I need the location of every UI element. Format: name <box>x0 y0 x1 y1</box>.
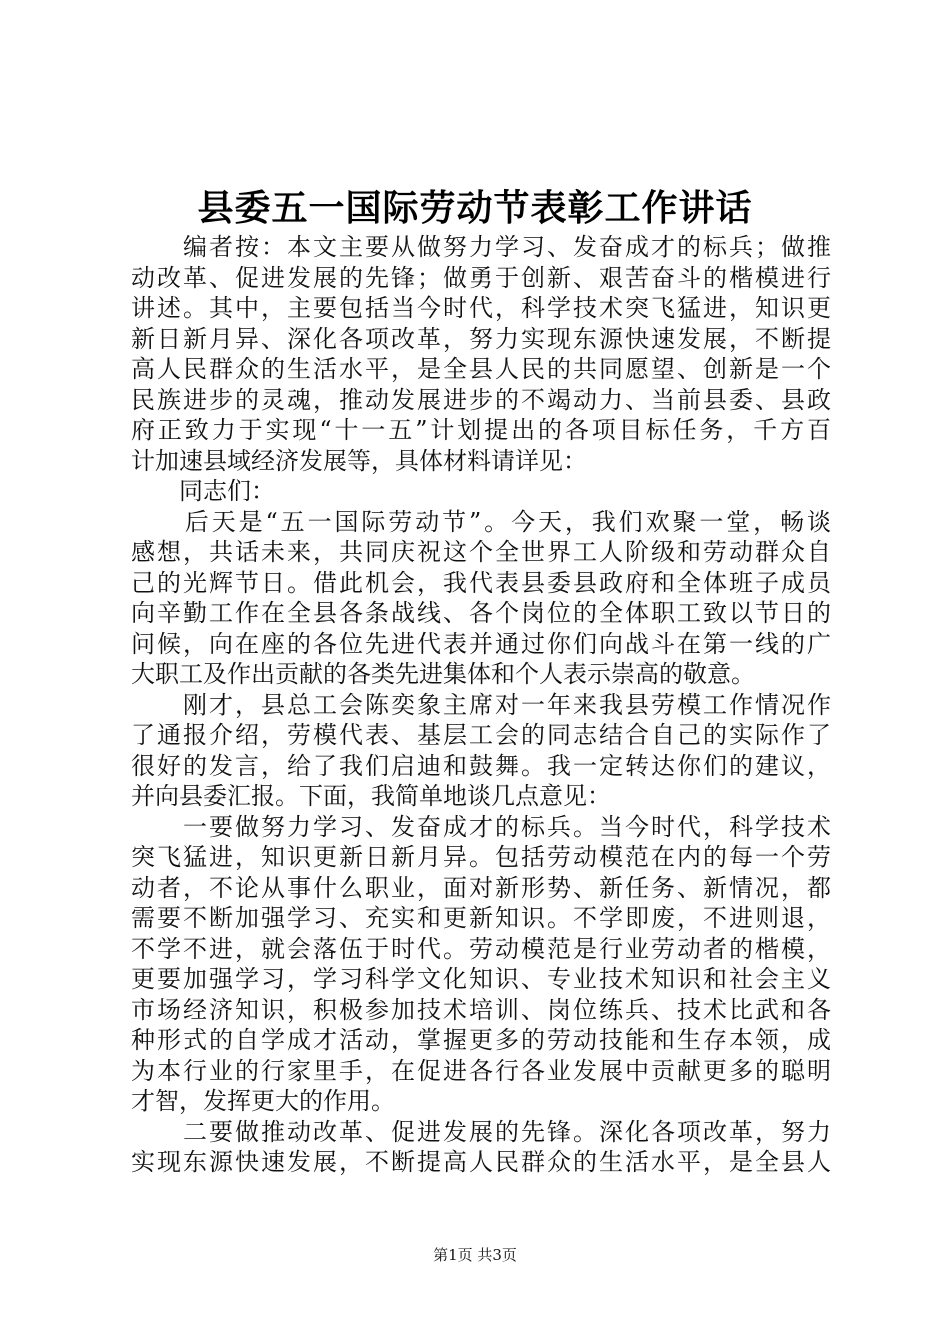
text-line: 需要不断加强学习、充实和更新知识。不学即废，不进则退， <box>131 904 831 932</box>
text-line: 动改革、促进发展的先锋；做勇于创新、艰苦奋斗的楷模进行 <box>131 263 831 292</box>
text-line: 问候，向在座的各位先进代表并通过你们向战斗在第一线的广 <box>131 629 831 658</box>
document-title: 县委五一国际劳动节表彰工作讲话 <box>197 187 753 229</box>
text-line: 实现东源快速发展，不断提高人民群众的生活水平，是全县人 <box>131 1148 831 1176</box>
text-line: 高人民群众的生活水平，是全县人民的共同愿望、创新是一个 <box>131 355 831 383</box>
text-line: 讲述。其中，主要包括当今时代，科学技术突飞猛进，知识更 <box>131 294 831 322</box>
text-line: 不学不进，就会落伍于时代。劳动模范是行业劳动者的楷模， <box>131 934 831 963</box>
text-line: 民族进步的灵魂，推动发展进步的不竭动力、当前县委、县政 <box>131 385 831 414</box>
text-line: 己的光辉节日。借此机会，我代表县委县政府和全体班子成员 <box>131 568 831 597</box>
text-line: 一要做努力学习、发奋成才的标兵。当今时代，科学技术 <box>131 812 831 841</box>
text-line: 向辛勤工作在全县各条战线、各个岗位的全体职工致以节日的 <box>131 599 831 627</box>
text-line: 并向县委汇报。下面，我简单地谈几点意见： <box>131 782 611 810</box>
text-line: 为本行业的行家里手，在促进各行各业发展中贡献更多的聪明 <box>131 1056 831 1085</box>
text-line: 感想，共话未来，共同庆祝这个全世界工人阶级和劳动群众自 <box>131 538 831 566</box>
text-line: 编者按：本文主要从做努力学习、发奋成才的标兵；做推 <box>131 233 831 261</box>
text-line: 突飞猛进，知识更新日新月异。包括劳动模范在内的每一个劳 <box>131 843 831 871</box>
text-line: 大职工及作出贡献的各类先进集体和个人表示崇高的敬意。 <box>131 660 755 688</box>
document-body <box>131 232 831 1178</box>
text-line: 新日新月异、深化各项改革，努力实现东源快速发展，不断提 <box>131 324 831 353</box>
text-line: 刚才，县总工会陈奕象主席对一年来我县劳模工作情况作 <box>131 690 831 719</box>
text-line: 后天是“五一国际劳动节”。今天，我们欢聚一堂，畅谈 <box>131 507 831 536</box>
text-line: 计加速县域经济发展等，具体材料请详见： <box>131 446 587 475</box>
text-line: 市场经济知识，积极参加技术培训、岗位练兵、技术比武和各 <box>131 995 831 1024</box>
text-line: 更要加强学习，学习科学文化知识、专业技术知识和社会主义 <box>131 965 831 993</box>
text-line: 了通报介绍，劳模代表、基层工会的同志结合自己的实际作了 <box>131 721 831 749</box>
text-line: 很好的发言，给了我们启迪和鼓舞。我一定转达你们的建议， <box>131 751 831 780</box>
text-line: 才智，发挥更大的作用。 <box>131 1087 395 1115</box>
text-line: 府正致力于实现“十一五”计划提出的各项目标任务，千方百 <box>131 416 831 444</box>
text-line: 动者，不论从事什么职业，面对新形势、新任务、新情况，都 <box>131 873 831 902</box>
text-line: 同志们： <box>131 477 275 505</box>
text-line: 二要做推动改革、促进发展的先锋。深化各项改革，努力 <box>131 1117 831 1146</box>
page-footer: 第1页 共3页 <box>433 1246 517 1264</box>
text-line: 种形式的自学成才活动，掌握更多的劳动技能和生存本领，成 <box>131 1026 831 1054</box>
